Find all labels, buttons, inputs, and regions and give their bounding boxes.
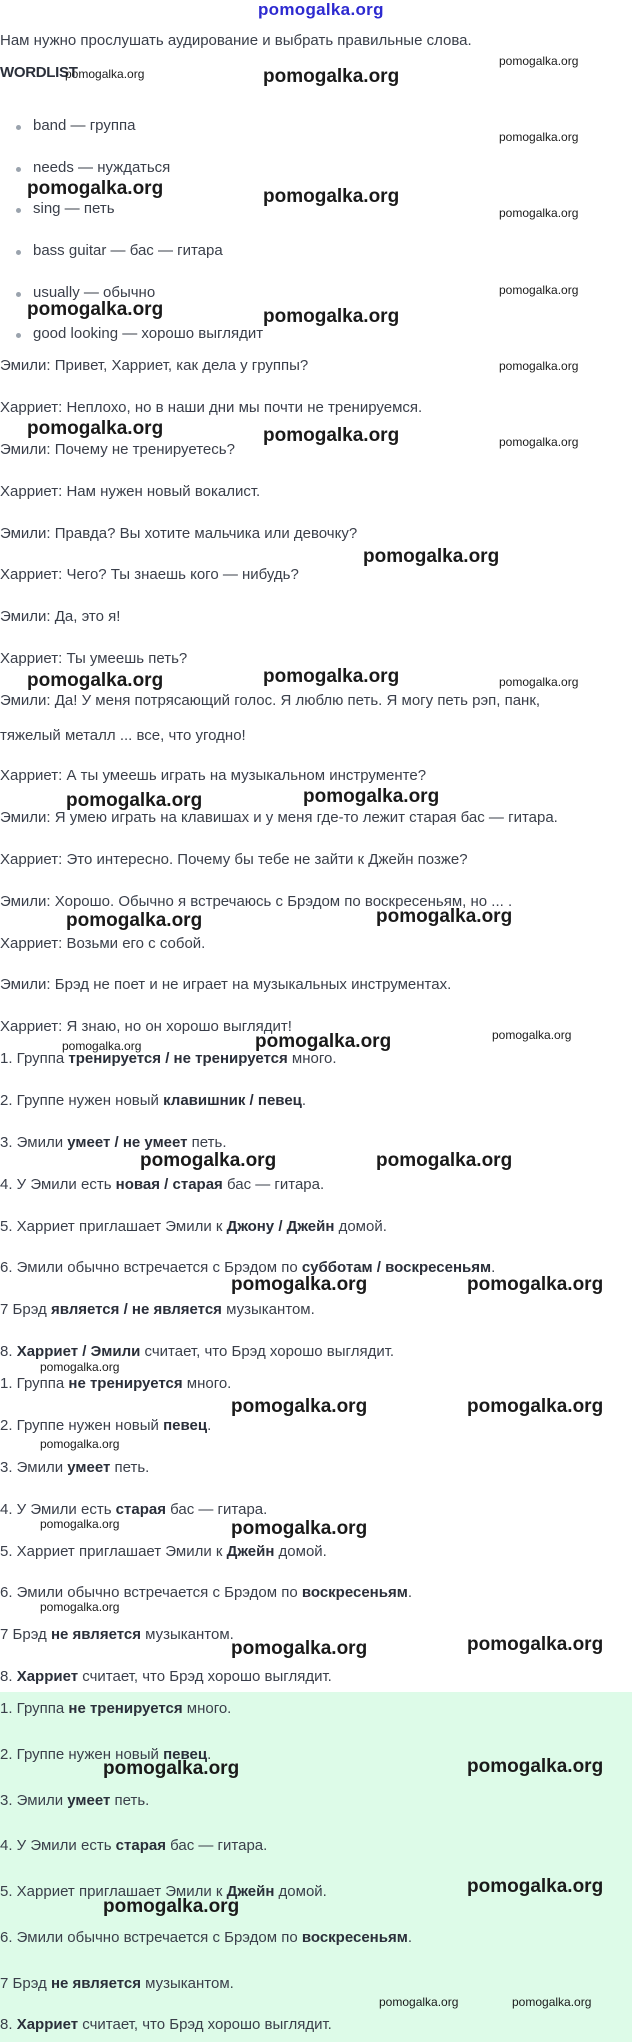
watermark: pomogalka.org xyxy=(499,130,579,144)
wordlist-item: sing — петь xyxy=(33,200,115,217)
watermark: pomogalka.org xyxy=(492,1028,572,1042)
watermark: pomogalka.org xyxy=(231,1638,368,1659)
wordlist-item: bass guitar — бас — гитара xyxy=(33,242,223,259)
highlighted-answer-item: 8. Харриет считает, что Брэд хорошо выглядит. xyxy=(0,2016,332,2033)
watermark: pomogalka.org xyxy=(499,435,579,449)
watermark: pomogalka.org xyxy=(231,1274,368,1295)
highlighted-answer-item: 2. Группе нужен новый певец. xyxy=(0,1746,212,1763)
watermark: pomogalka.org xyxy=(263,306,400,327)
question-item: 6. Эмили обычно встречается с Брэдом по субботам / воскресеньям. xyxy=(0,1259,496,1276)
dialogue-line: Эмили: Я умею играть на клавишах и у меня где-то лежит старая бас — гитара. xyxy=(0,809,558,826)
watermark: pomogalka.org xyxy=(499,283,579,297)
watermark: pomogalka.org xyxy=(263,66,400,87)
wordlist-item: band — группа xyxy=(33,117,136,134)
highlighted-answer-item: 1. Группа не тренируется много. xyxy=(0,1700,232,1717)
dialogue-line: Харриет: Нам нужен новый вокалист. xyxy=(0,483,261,500)
watermark: pomogalka.org xyxy=(103,1896,240,1917)
dialogue-line: Харриет: Чего? Ты знаешь кого — нибудь? xyxy=(0,566,299,583)
dialogue-line: тяжелый металл ... все, что угодно! xyxy=(0,727,246,744)
dialogue-line: Эмили: Брэд не поет и не играет на музыкальных инструментах. xyxy=(0,976,452,993)
watermark: pomogalka.org xyxy=(140,1150,277,1171)
watermark: pomogalka.org xyxy=(363,546,500,567)
answer-item: 3. Эмили умеет петь. xyxy=(0,1459,150,1476)
watermark: pomogalka.org xyxy=(263,425,400,446)
watermark: pomogalka.org xyxy=(66,910,203,931)
bullet-icon xyxy=(16,208,21,213)
dialogue-line: Эмили: Правда? Вы хотите мальчика или девочку? xyxy=(0,525,358,542)
watermark: pomogalka.org xyxy=(27,299,164,320)
watermark: pomogalka.org xyxy=(40,1600,120,1614)
bullet-icon xyxy=(16,292,21,297)
dialogue-line: Харриет: Ты умеешь петь? xyxy=(0,650,188,667)
answer-item: 8. Харриет считает, что Брэд хорошо выглядит. xyxy=(0,1668,332,1685)
watermark: pomogalka.org xyxy=(303,786,440,807)
wordlist-item: usually — обычно xyxy=(33,284,156,301)
watermark: pomogalka.org xyxy=(512,1995,592,2009)
watermark: pomogalka.org xyxy=(467,1274,604,1295)
question-item: 3. Эмили умеет / не умеет петь. xyxy=(0,1134,227,1151)
watermark: pomogalka.org xyxy=(467,1634,604,1655)
watermark: pomogalka.org xyxy=(499,359,579,373)
watermark: pomogalka.org xyxy=(103,1758,240,1779)
bullet-icon xyxy=(16,125,21,130)
watermark: pomogalka.org xyxy=(467,1756,604,1777)
answer-item: 4. У Эмили есть старая бас — гитара. xyxy=(0,1501,268,1518)
watermark: pomogalka.org xyxy=(65,67,145,81)
question-item: 5. Харриет приглашает Эмили к Джону / Джейн домой. xyxy=(0,1218,387,1235)
dialogue-line: Эмили: Да! У меня потрясающий голос. Я люблю петь. Я могу петь рэп, панк, xyxy=(0,692,541,709)
question-item: 8. Харриет / Эмили считает, что Брэд хорошо выглядит. xyxy=(0,1343,395,1360)
dialogue-line: Харриет: А ты умеешь играть на музыкальном инструменте? xyxy=(0,767,427,784)
watermark: pomogalka.org xyxy=(27,178,164,199)
highlighted-answer-item: 6. Эмили обычно встречается с Брэдом по воскресеньям. xyxy=(0,1929,412,1946)
highlighted-answer-item: 5. Харриет приглашает Эмили к Джейн домой. xyxy=(0,1883,327,1900)
question-item: 1. Группа тренируется / не тренируется много. xyxy=(0,1050,337,1067)
answer-item: 2. Группе нужен новый певец. xyxy=(0,1417,212,1434)
wordlist-item: good looking — хорошо выглядит xyxy=(33,325,264,342)
dialogue-line: Харриет: Это интересно. Почему бы тебе не зайти к Джейн позже? xyxy=(0,851,468,868)
bullet-icon xyxy=(16,250,21,255)
watermark: pomogalka.org xyxy=(263,666,400,687)
wordlist-item: needs — нуждаться xyxy=(33,159,171,176)
question-item: 7 Брэд является / не является музыкантом. xyxy=(0,1301,315,1318)
watermark: pomogalka.org xyxy=(231,1518,368,1539)
site-logo[interactable]: pomogalka.org xyxy=(258,0,384,19)
dialogue-line: Эмили: Привет, Харриет, как дела у группы? xyxy=(0,357,309,374)
dialogue-line: Эмили: Хорошо. Обычно я встречаюсь с Брэдом по воскресеньям, но ... . xyxy=(0,893,513,910)
highlighted-answer-item: 3. Эмили умеет петь. xyxy=(0,1792,150,1809)
watermark: pomogalka.org xyxy=(379,1995,459,2009)
dialogue-line: Харриет: Я знаю, но он хорошо выглядит! xyxy=(0,1018,292,1035)
watermark: pomogalka.org xyxy=(27,670,164,691)
answer-item: 7 Брэд не является музыкантом. xyxy=(0,1626,234,1643)
watermark: pomogalka.org xyxy=(40,1437,120,1451)
watermark: pomogalka.org xyxy=(376,906,513,927)
dialogue-line: Харриет: Неплохо, но в наши дни мы почти не тренируемся. xyxy=(0,399,423,416)
answer-item: 5. Харриет приглашает Эмили к Джейн домой. xyxy=(0,1543,327,1560)
highlighted-answer-item: 7 Брэд не является музыкантом. xyxy=(0,1975,234,1992)
watermark: pomogalka.org xyxy=(40,1360,120,1374)
watermark: pomogalka.org xyxy=(263,186,400,207)
dialogue-line: Эмили: Почему не тренируетесь? xyxy=(0,441,235,458)
watermark: pomogalka.org xyxy=(499,54,579,68)
watermark: pomogalka.org xyxy=(66,790,203,811)
wordlist-title: WORDLIST xyxy=(0,64,78,81)
answer-item: 1. Группа не тренируется много. xyxy=(0,1375,232,1392)
bullet-icon xyxy=(16,167,21,172)
watermark: pomogalka.org xyxy=(499,675,579,689)
answer-item: 6. Эмили обычно встречается с Брэдом по воскресеньям. xyxy=(0,1584,412,1601)
watermark: pomogalka.org xyxy=(255,1031,392,1052)
dialogue-line: Харриет: Возьми его с собой. xyxy=(0,935,206,952)
watermark: pomogalka.org xyxy=(62,1039,142,1053)
watermark: pomogalka.org xyxy=(376,1150,513,1171)
task-text: Нам нужно прослушать аудирование и выбрать правильные слова. xyxy=(0,32,472,49)
watermark: pomogalka.org xyxy=(467,1396,604,1417)
bullet-icon xyxy=(16,333,21,338)
dialogue-line: Эмили: Да, это я! xyxy=(0,608,121,625)
highlighted-answer-item: 4. У Эмили есть старая бас — гитара. xyxy=(0,1837,268,1854)
watermark: pomogalka.org xyxy=(27,418,164,439)
watermark: pomogalka.org xyxy=(231,1396,368,1417)
question-item: 4. У Эмили есть новая / старая бас — гитара. xyxy=(0,1176,325,1193)
watermark: pomogalka.org xyxy=(40,1517,120,1531)
watermark: pomogalka.org xyxy=(467,1876,604,1897)
watermark: pomogalka.org xyxy=(499,206,579,220)
question-item: 2. Группе нужен новый клавишник / певец. xyxy=(0,1092,307,1109)
